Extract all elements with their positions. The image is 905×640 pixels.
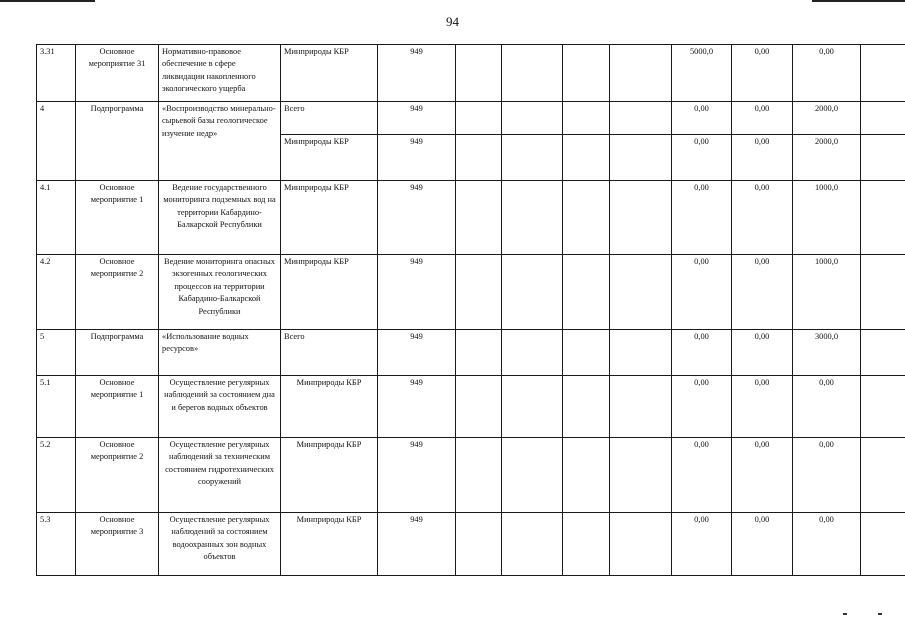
empty-cell (610, 45, 672, 102)
row-name: Осуществление регулярных наблюдений за состоянием дна и берегов водных объектов (159, 376, 281, 438)
row-value-2: 0,00 (732, 330, 793, 376)
row-type: Основное мероприятие 1 (76, 181, 159, 255)
row-name: Нормативно-правовое обеспечение в сфере ликвидации накопленного экологического ущерба (159, 45, 281, 102)
top-edge-line-left (0, 0, 95, 2)
empty-cell (861, 135, 905, 181)
row-code: 949 (378, 255, 456, 330)
row-number: 4.2 (37, 255, 76, 330)
row-code: 949 (378, 181, 456, 255)
table-row (37, 438, 905, 513)
empty-cell (610, 513, 672, 576)
row-value-2: 0,00 (732, 135, 793, 181)
top-edge-line-right (812, 0, 905, 2)
empty-cell (456, 255, 502, 330)
empty-cell (563, 102, 610, 135)
empty-cell (563, 255, 610, 330)
row-executor: Минприроды КБР (281, 376, 378, 438)
empty-cell (610, 181, 672, 255)
empty-cell (563, 438, 610, 513)
row-name: Ведение мониторинга опасных экзогенных геологических процессов на территории Кабардино-Балкарской Республики (159, 255, 281, 330)
empty-cell (610, 376, 672, 438)
row-value-2: 0,00 (732, 45, 793, 102)
empty-cell (861, 330, 905, 376)
row-type: Основное мероприятие 1 (76, 376, 159, 438)
row-number: 5.3 (37, 513, 76, 576)
row-code: 949 (378, 513, 456, 576)
row-value-1: 0,00 (672, 102, 732, 135)
empty-cell (861, 513, 905, 576)
row-name: Осуществление регулярных наблюдений за состоянием водоохранных зон водных объектов (159, 513, 281, 576)
row-executor: Минприроды КБР (281, 181, 378, 255)
table-row (37, 255, 905, 330)
empty-cell (456, 181, 502, 255)
row-name: Ведение государственного мониторинга подземных вод на территории Кабардино-Балкарской Республики (159, 181, 281, 255)
empty-cell (563, 135, 610, 181)
budget-table (36, 44, 905, 576)
row-number: 5 (37, 330, 76, 376)
row-type: Подпрограмма (76, 330, 159, 376)
scan-speck (843, 613, 847, 615)
row-value-1: 0,00 (672, 376, 732, 438)
empty-cell (456, 102, 502, 135)
row-name: Осуществление регулярных наблюдений за техническим состоянием гидротехнических сооружений (159, 438, 281, 513)
row-value-2: 0,00 (732, 181, 793, 255)
row-value-1: 0,00 (672, 181, 732, 255)
empty-cell (563, 376, 610, 438)
empty-cell (861, 181, 905, 255)
empty-cell (456, 135, 502, 181)
empty-cell (502, 376, 563, 438)
empty-cell (563, 45, 610, 102)
empty-cell (610, 102, 672, 135)
empty-cell (563, 181, 610, 255)
row-value-1: 0,00 (672, 330, 732, 376)
table-row (37, 181, 905, 255)
row-value-1: 0,00 (672, 135, 732, 181)
empty-cell (610, 135, 672, 181)
row-value-3: 0,00 (793, 45, 861, 102)
empty-cell (502, 330, 563, 376)
empty-cell (610, 255, 672, 330)
table-row (37, 330, 905, 376)
table-row (37, 376, 905, 438)
empty-cell (502, 438, 563, 513)
row-value-3: 0,00 (793, 376, 861, 438)
row-number: 5.1 (37, 376, 76, 438)
row-value-1: 0,00 (672, 255, 732, 330)
empty-cell (502, 255, 563, 330)
row-name: «Использование водных ресурсов» (159, 330, 281, 376)
page-number: 94 (446, 14, 459, 29)
row-executor: Минприроды КБР (281, 438, 378, 513)
row-type: Основное мероприятие 2 (76, 438, 159, 513)
row-number: 4 (37, 102, 76, 181)
row-executor: Всего (281, 330, 378, 376)
row-type: Основное мероприятие 2 (76, 255, 159, 330)
row-code: 949 (378, 438, 456, 513)
row-number: 4.1 (37, 181, 76, 255)
row-value-1: 5000,0 (672, 45, 732, 102)
row-value-2: 0,00 (732, 255, 793, 330)
row-value-3: 3000,0 (793, 330, 861, 376)
row-executor: Минприроды КБР (281, 45, 378, 102)
row-value-3: 2000,0 (793, 135, 861, 181)
row-name: «Воспроизводство минерально-сырьевой базы геологическое изучение недр» (159, 102, 281, 181)
scan-speck (878, 613, 882, 615)
empty-cell (861, 438, 905, 513)
empty-cell (456, 376, 502, 438)
row-value-1: 0,00 (672, 438, 732, 513)
row-value-2: 0,00 (732, 438, 793, 513)
row-value-1: 0,00 (672, 513, 732, 576)
row-executor: Минприроды КБР (281, 135, 378, 181)
row-value-2: 0,00 (732, 102, 793, 135)
row-code: 949 (378, 135, 456, 181)
empty-cell (502, 102, 563, 135)
empty-cell (610, 330, 672, 376)
empty-cell (456, 438, 502, 513)
empty-cell (861, 45, 905, 102)
row-type: Основное мероприятие 31 (76, 45, 159, 102)
row-executor: Минприроды КБР (281, 255, 378, 330)
empty-cell (502, 181, 563, 255)
table-row (37, 513, 905, 576)
row-value-3: 2000,0 (793, 102, 861, 135)
row-code: 949 (378, 330, 456, 376)
empty-cell (861, 255, 905, 330)
row-code: 949 (378, 45, 456, 102)
empty-cell (502, 135, 563, 181)
empty-cell (502, 513, 563, 576)
empty-cell (861, 102, 905, 135)
empty-cell (563, 513, 610, 576)
row-code: 949 (378, 102, 456, 135)
empty-cell (610, 438, 672, 513)
empty-cell (456, 330, 502, 376)
row-code: 949 (378, 376, 456, 438)
empty-cell (861, 376, 905, 438)
table-row (37, 45, 905, 102)
empty-cell (456, 45, 502, 102)
row-number: 3.31 (37, 45, 76, 102)
row-executor: Минприроды КБР (281, 513, 378, 576)
empty-cell (502, 45, 563, 102)
row-executor: Всего (281, 102, 378, 135)
row-value-3: 1000,0 (793, 255, 861, 330)
row-value-3: 1000,0 (793, 181, 861, 255)
row-value-2: 0,00 (732, 513, 793, 576)
row-type: Подпрограмма (76, 102, 159, 181)
row-type: Основное мероприятие 3 (76, 513, 159, 576)
empty-cell (456, 513, 502, 576)
row-value-3: 0,00 (793, 513, 861, 576)
row-value-2: 0,00 (732, 376, 793, 438)
row-number: 5.2 (37, 438, 76, 513)
row-value-3: 0,00 (793, 438, 861, 513)
table-row (37, 102, 905, 135)
empty-cell (563, 330, 610, 376)
